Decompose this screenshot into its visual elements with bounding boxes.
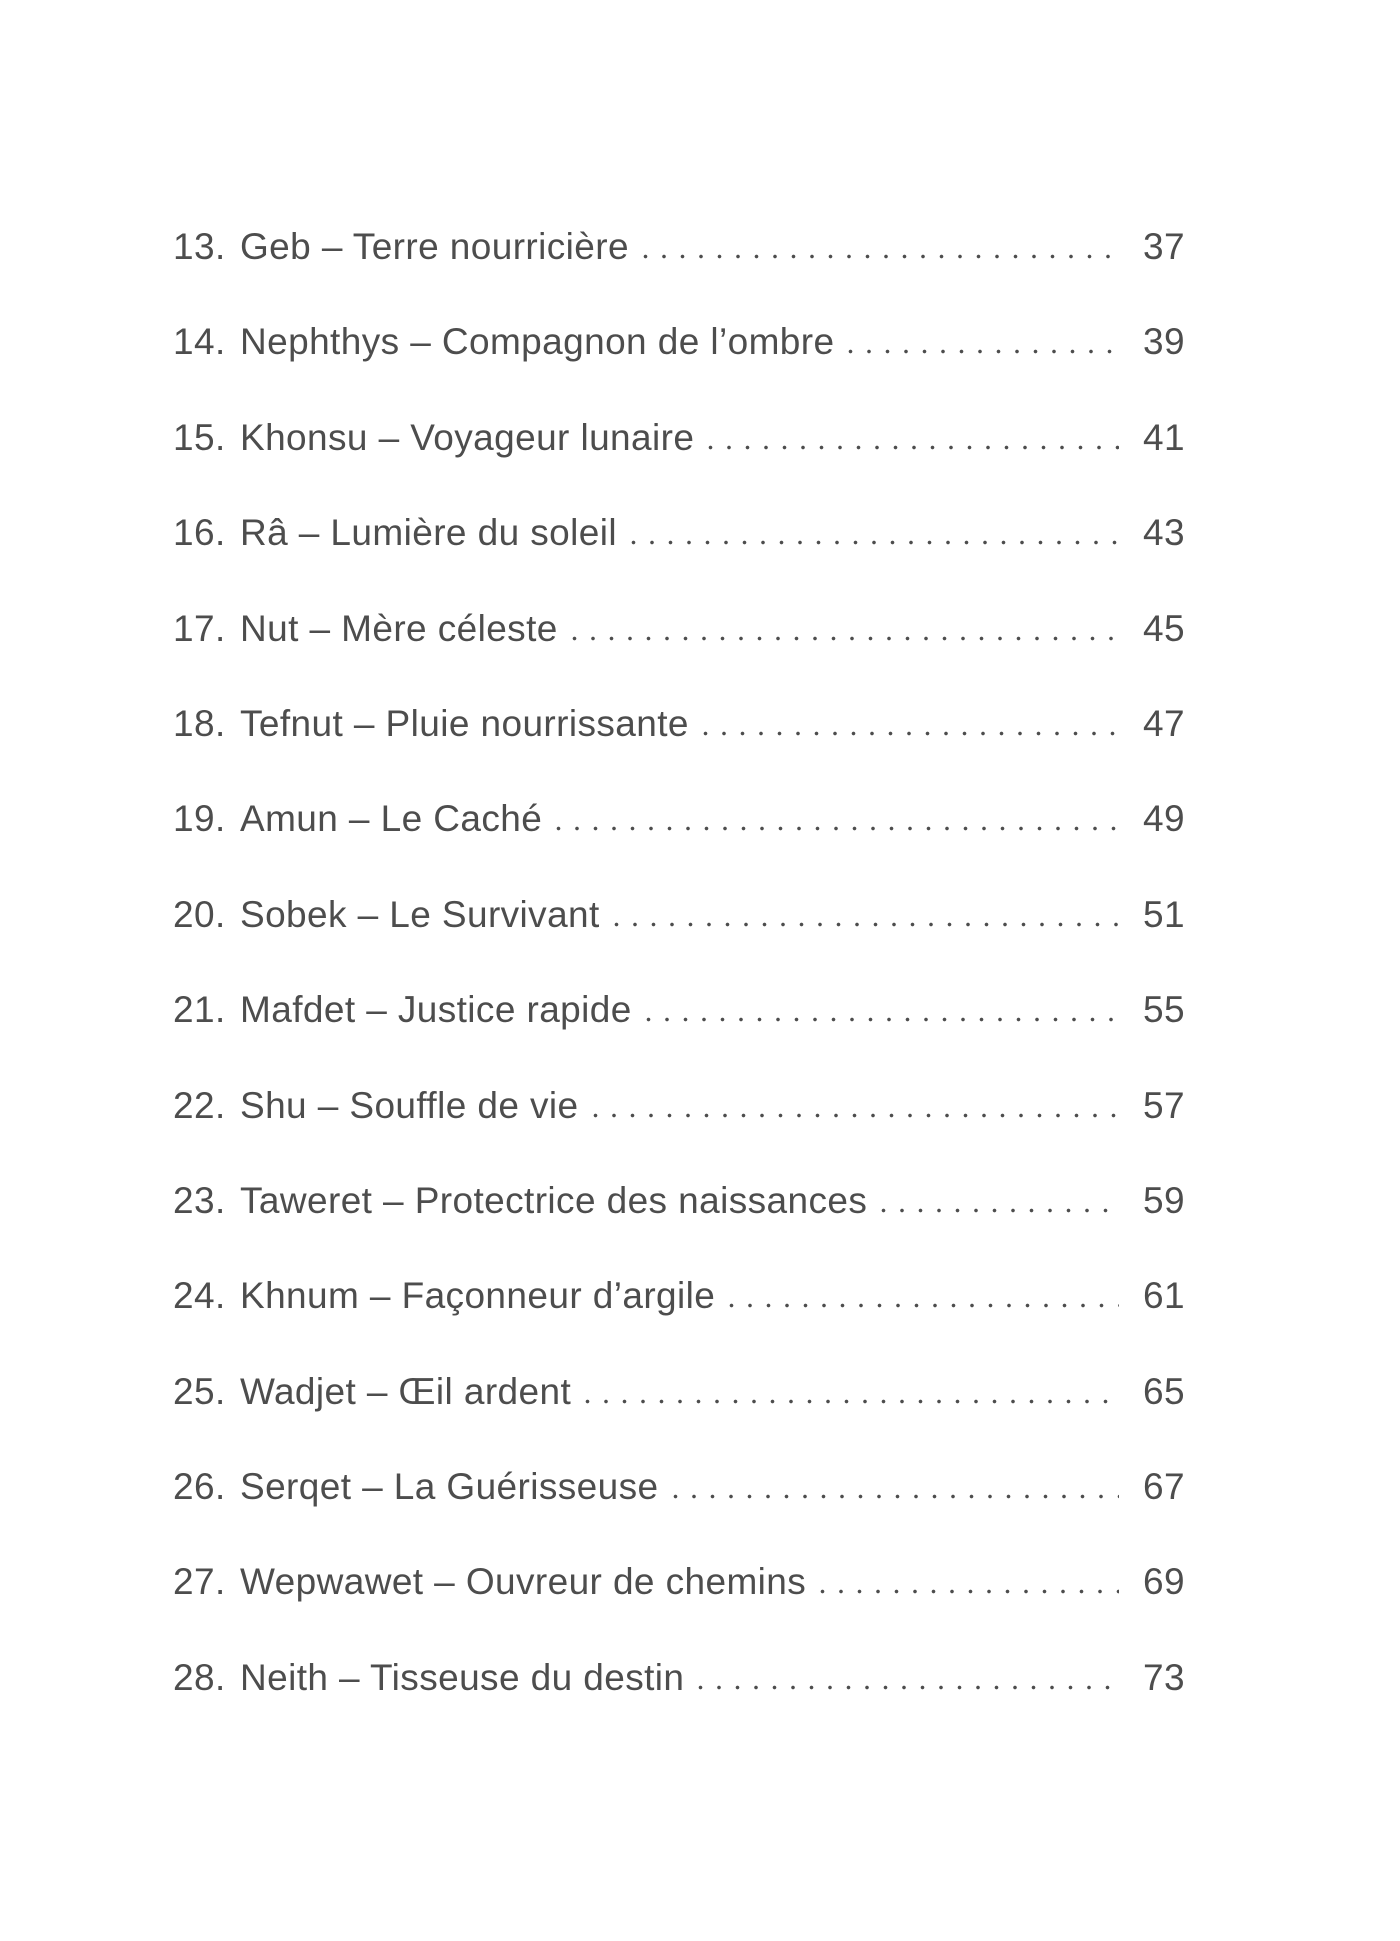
toc-entry-number: 28. bbox=[173, 1656, 226, 1698]
toc-entry-page: 49 bbox=[1143, 798, 1185, 840]
toc-entry bbox=[173, 1534, 1185, 1629]
toc-entry-title: Shu – Souffle de vie bbox=[240, 1084, 579, 1126]
toc-entry-page: 67 bbox=[1143, 1466, 1185, 1508]
toc-entry-title: Geb – Terre nourricière bbox=[240, 226, 629, 267]
toc-entry-number: 23. bbox=[173, 1179, 226, 1221]
toc-entry bbox=[173, 1630, 1185, 1725]
dot-leader bbox=[642, 1017, 1119, 1022]
toc-entry-title: Khnum – Façonneur d’argile bbox=[240, 1275, 716, 1317]
toc-entry-page: 39 bbox=[1143, 321, 1185, 363]
toc-entry-title: Tefnut – Pluie nourrissante bbox=[240, 702, 689, 744]
toc-entry bbox=[173, 1344, 1185, 1439]
toc-entry-title: Neith – Tisseuse du destin bbox=[240, 1656, 685, 1698]
toc-entry bbox=[173, 1248, 1185, 1343]
toc-entry bbox=[173, 962, 1185, 1057]
toc-entry-title: Nut – Mère céleste bbox=[240, 607, 558, 649]
toc-entry-page: 61 bbox=[1143, 1275, 1185, 1317]
toc-entry-title: Amun – Le Caché bbox=[240, 798, 543, 840]
toc-entry-title: Khonsu – Voyageur lunaire bbox=[240, 416, 695, 458]
toc-entry bbox=[173, 676, 1185, 771]
toc-entry-page: 43 bbox=[1143, 512, 1185, 554]
toc-entry bbox=[173, 581, 1185, 676]
toc-entry-number: 22. bbox=[173, 1084, 226, 1126]
toc-entry bbox=[173, 1058, 1185, 1153]
toc-entry bbox=[173, 867, 1185, 962]
dot-leader bbox=[568, 636, 1119, 641]
toc-entry-title: Wadjet – Œil ardent bbox=[240, 1370, 572, 1412]
toc-entry-number: 20. bbox=[173, 893, 226, 935]
toc-entry bbox=[173, 294, 1185, 389]
dot-leader bbox=[552, 826, 1119, 831]
dot-leader bbox=[844, 349, 1119, 354]
toc-entry-number: 21. bbox=[173, 989, 226, 1031]
dot-leader bbox=[581, 1399, 1119, 1404]
toc-entry-title: Mafdet – Justice rapide bbox=[240, 989, 632, 1031]
toc-entry bbox=[173, 771, 1185, 866]
dot-leader bbox=[725, 1303, 1119, 1308]
dot-leader bbox=[699, 731, 1119, 736]
toc-entry-page: 57 bbox=[1143, 1084, 1185, 1126]
toc-entry-title: Râ – Lumière du soleil bbox=[240, 512, 617, 554]
toc-entry-number: 14. bbox=[173, 321, 226, 363]
toc-entry-page: 59 bbox=[1143, 1179, 1185, 1221]
toc-entry-title: Nephthys – Compagnon de l’ombre bbox=[240, 321, 835, 363]
dot-leader bbox=[610, 922, 1119, 927]
toc-entry-number: 17. bbox=[173, 607, 226, 649]
dot-leader bbox=[704, 445, 1119, 450]
toc-entry-number: 27. bbox=[173, 1561, 226, 1603]
dot-leader bbox=[669, 1494, 1120, 1499]
toc-entry bbox=[173, 1439, 1185, 1534]
dot-leader bbox=[816, 1589, 1119, 1594]
toc-entry-title: Serqet – La Guérisseuse bbox=[240, 1466, 659, 1508]
dot-leader bbox=[639, 254, 1119, 259]
toc-entry bbox=[173, 199, 1185, 294]
toc-entry-number: 26. bbox=[173, 1466, 226, 1508]
toc-entry-page: 45 bbox=[1143, 607, 1185, 649]
toc-entry bbox=[173, 390, 1185, 485]
dot-leader bbox=[694, 1685, 1119, 1690]
dot-leader bbox=[627, 540, 1119, 545]
toc-entry bbox=[173, 485, 1185, 580]
toc-entry-number: 16. bbox=[173, 512, 226, 554]
toc-entry bbox=[173, 1153, 1185, 1248]
toc-entry-number: 13. bbox=[173, 226, 226, 267]
toc-entry-title: Taweret – Protectrice des naissances bbox=[240, 1179, 868, 1221]
dot-leader bbox=[877, 1208, 1119, 1213]
toc-entry-page: 41 bbox=[1143, 416, 1185, 458]
dot-leader bbox=[589, 1113, 1119, 1118]
toc-entry-page: 73 bbox=[1143, 1656, 1185, 1698]
toc-entry-number: 25. bbox=[173, 1370, 226, 1412]
toc-entry-page: 37 bbox=[1143, 226, 1185, 267]
toc-entry-number: 24. bbox=[173, 1275, 226, 1317]
toc-entry-page: 69 bbox=[1143, 1561, 1185, 1603]
toc-entry-page: 51 bbox=[1143, 893, 1185, 935]
toc-entry-number: 15. bbox=[173, 416, 226, 458]
toc-entry-page: 55 bbox=[1143, 989, 1185, 1031]
toc-entry-number: 18. bbox=[173, 702, 226, 744]
toc-entry-page: 65 bbox=[1143, 1370, 1185, 1412]
toc-entry-page: 47 bbox=[1143, 702, 1185, 744]
toc-entry-title: Sobek – Le Survivant bbox=[240, 893, 600, 935]
toc-entry-number: 19. bbox=[173, 798, 226, 840]
toc-entry-title: Wepwawet – Ouvreur de chemins bbox=[240, 1561, 807, 1603]
